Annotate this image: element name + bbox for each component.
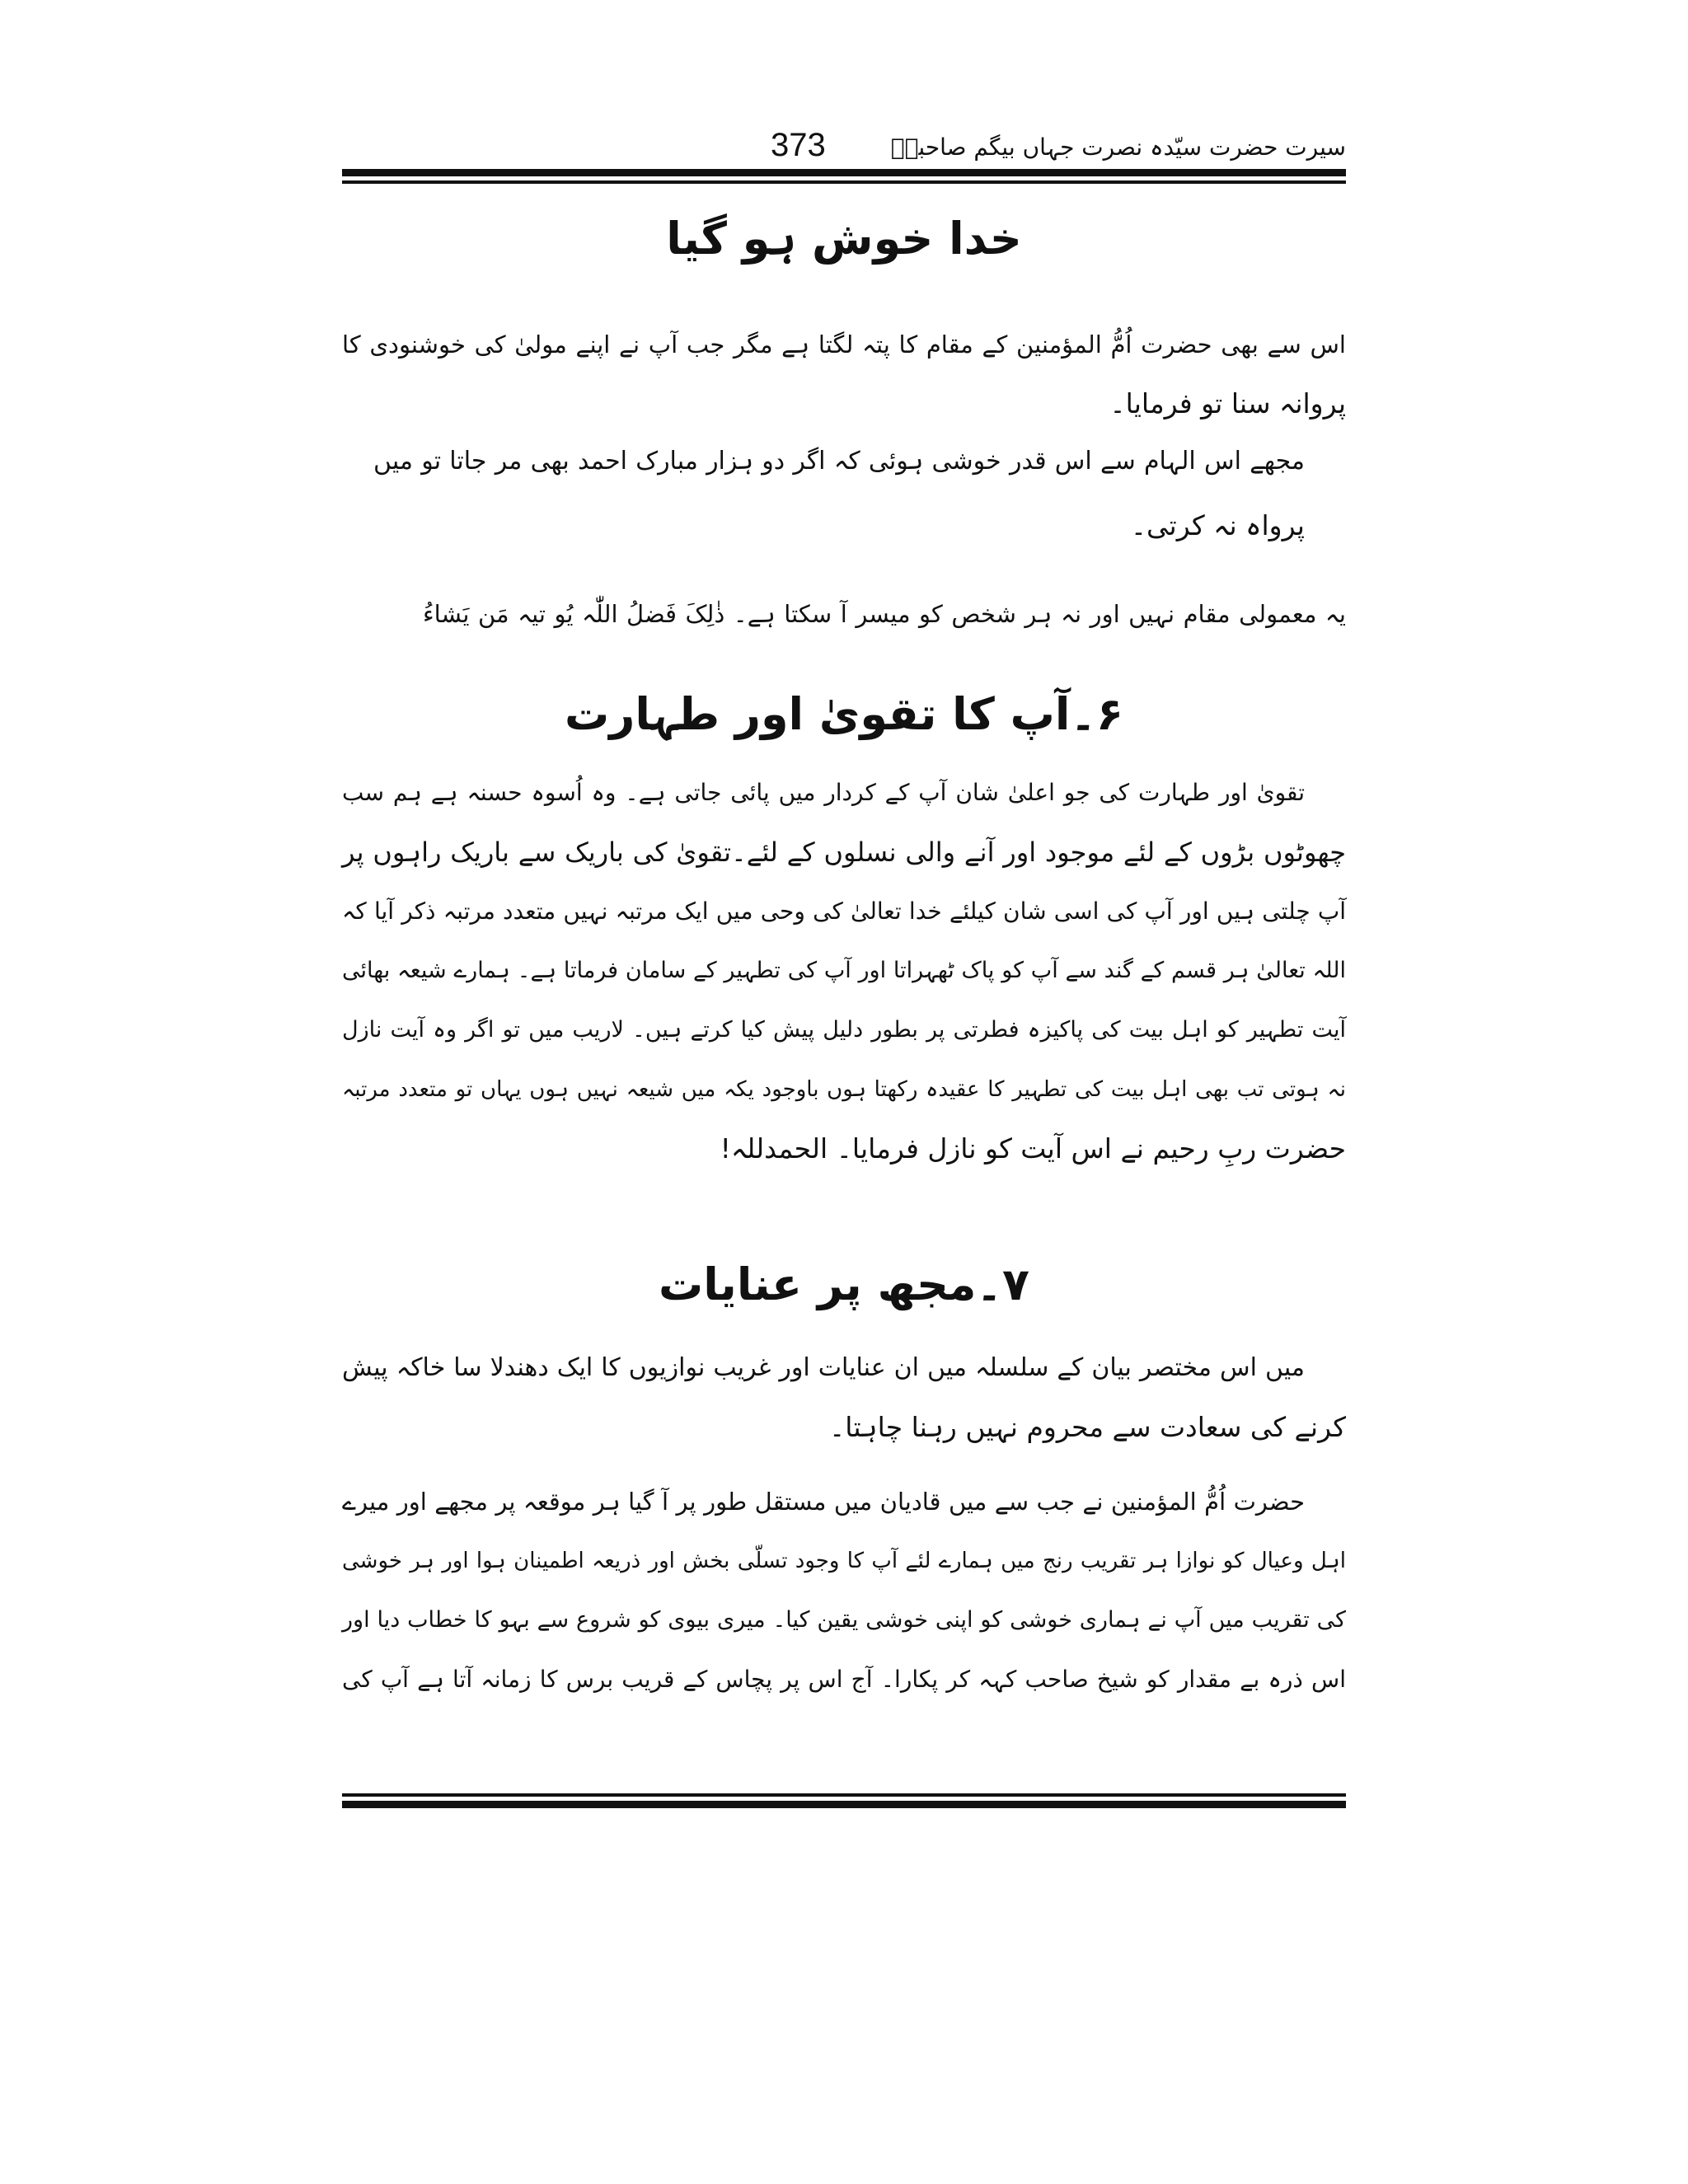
- paragraph-line: میں اس مختصر بیان کے سلسلہ میں ان عنایات اور غریب نوازیوں کا ایک دھندلا سا خاکہ پیش: [342, 1353, 1305, 1382]
- paragraph-line: اس ذرہ بے مقدار کو شیخ صاحب کہہ کر پکارا۔ آج اس پر پچاس کے قریب برس کا زمانہ آتا ہے آپ کی: [342, 1666, 1346, 1693]
- section-heading-khuda-khush: خدا خوش ہو گیا: [666, 213, 1022, 265]
- paragraph-line: حضرت ربِ رحیم نے اس آیت کو نازل فرمایا۔ الحمدللہ!: [720, 1132, 1346, 1165]
- paragraph-line: نہ ہوتی تب بھی اہل بیت کی تطہیر کا عقیدہ رکھتا ہوں باوجود یکہ میں شیعہ نہیں ہوں یہاں تو متعدد مرتبہ: [342, 1077, 1346, 1102]
- section-heading-taqwa: ۶۔آپ کا تقویٰ اور طہارت: [564, 688, 1124, 740]
- paragraph-line: حضرت اُمُّ المؤمنین نے جب سے میں قادیان میں مستقل طور پر آ گیا ہر موقعہ پر مجھے اور میرے: [342, 1488, 1305, 1516]
- paragraph-line: اس سے بھی حضرت اُمُّ المؤمنین کے مقام کا پتہ لگتا ہے مگر جب آپ نے اپنے مولیٰ کی خوشنودی کا: [342, 330, 1346, 359]
- page-body: [342, 0, 1346, 2184]
- quote-line: پرواہ نہ کرتی۔: [1130, 509, 1305, 541]
- paragraph-line: آپ چلتی ہیں اور آپ کی اسی شان کیلئے خدا تعالیٰ کی وحی میں ایک مرتبہ نہیں متعدد مرتبہ ذکر آیا کہ: [342, 898, 1346, 925]
- paragraph-line: پروانہ سنا تو فرمایا۔: [1109, 387, 1346, 419]
- paragraph-line: چھوٹوں بڑوں کے لئے موجود اور آنے والی نسلوں کے لئے۔تقویٰ کی باریک سے باریک راہوں پر: [342, 837, 1346, 868]
- paragraph-line: اللہ تعالیٰ ہر قسم کے گند سے آپ کو پاک ٹھہراتا اور آپ کی تطہیر کے سامان فرماتا ہے۔ ہمارے شیعہ بھائی: [342, 958, 1346, 983]
- page-number: 373: [771, 127, 826, 163]
- running-title: سیرت حضرت سیّدہ نصرت جہاں بیگم صاحبہؓ: [890, 134, 1346, 161]
- quote-line: مجھے اس الہام سے اس قدر خوشی ہوئی کہ اگر دو ہزار مبارک احمد بھی مر جاتا تو میں: [373, 447, 1305, 476]
- footer-rule: [342, 1793, 1346, 1808]
- section-heading-inayat: ۷۔مجھ پر عنایات: [659, 1258, 1029, 1310]
- paragraph-line: آیت تطہیر کو اہل بیت کی پاکیزہ فطرتی پر بطور دلیل پیش کیا کرتے ہیں۔ لاریب میں تو اگر وہ آیت نازل: [342, 1017, 1346, 1043]
- paragraph-line: کرنے کی سعادت سے محروم نہیں رہنا چاہتا۔: [828, 1411, 1346, 1443]
- paragraph-line: یہ معمولی مقام نہیں اور نہ ہر شخص کو میسر آ سکتا ہے۔ ذٰلِکَ فَضلُ اللّٰہ یُو تیہ مَن یَشاءُ: [423, 600, 1346, 628]
- paragraph-line: کی تقریب میں آپ نے ہماری خوشی کو اپنی خوشی یقین کیا۔ میری بیوی کو شروع سے بہو کا خطاب دیا اور: [342, 1607, 1346, 1633]
- paragraph-line: اہل وعیال کو نوازا ہر تقریب رنج میں ہمارے لئے آپ کا وجود تسلّی بخش اور ذریعہ اطمینان ہوا اور ہر خوشی: [342, 1549, 1346, 1573]
- paragraph-line: تقویٰ اور طہارت کی جو اعلیٰ شان آپ کے کردار میں پائی جاتی ہے۔ وہ اُسوہ حسنہ ہے ہم سب: [342, 779, 1305, 806]
